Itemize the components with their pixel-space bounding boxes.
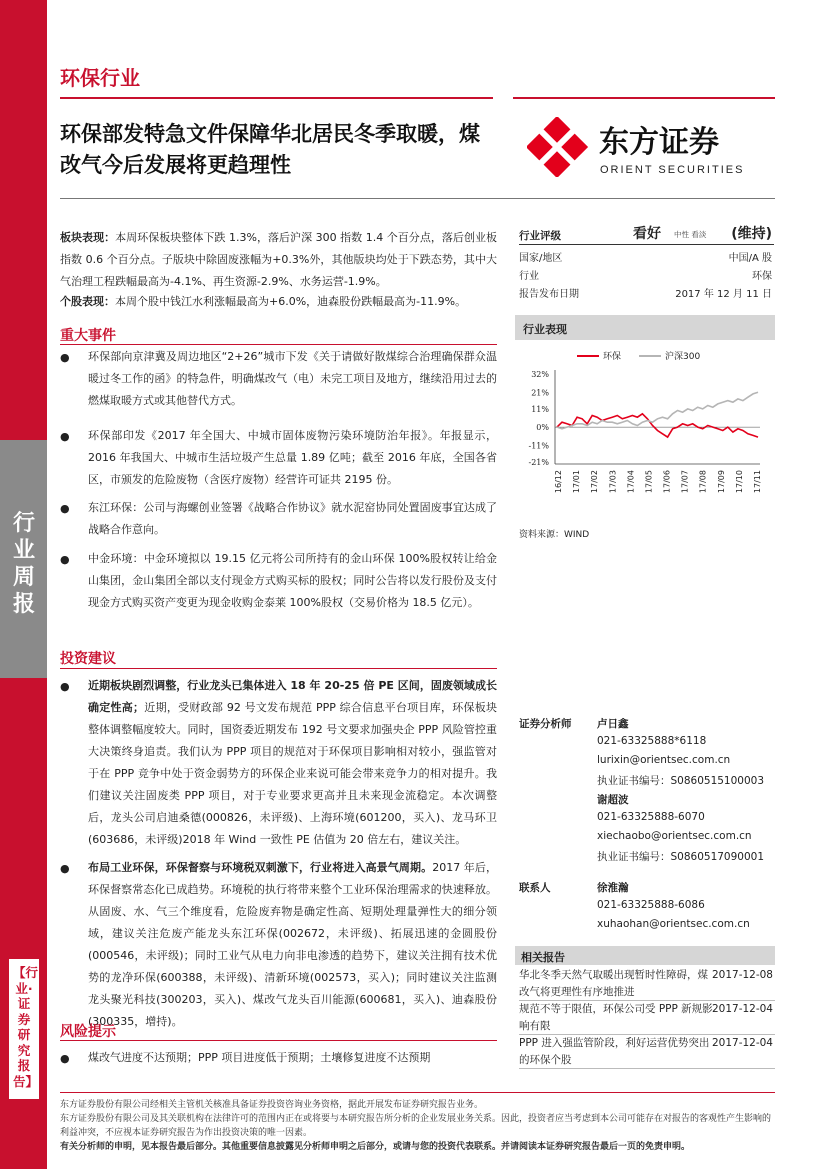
rating-label: 行业评级 [519,230,561,242]
section-divider [60,1040,497,1041]
section-divider [60,668,497,669]
sector-performance-label: 板块表现： [60,231,116,244]
x-tick-label: 17/06 [662,470,672,494]
x-tick-label: 17/08 [698,470,708,494]
divider [519,244,774,245]
rating-row-value: 中国/A 股 [728,253,772,264]
analyst-cert: 执业证书编号：S0860517090001 [597,851,765,863]
rating-row-value: 2017 年 12 月 11 日 [675,289,772,300]
invest-item-text: 近期，受财政部 92 号文发布规范 PPP 综合信息平台项目库，环保板块整体调整幅度较大。同时，国资委近期发布 192 号文要求加强央企 PPP 风险管控重大决策终身追责。我们认为 PPP 项目的规范对于环保项目影响相对较小，强监管对于在 PPP 竞争中处于资金弱势方的环保企业来说可能会带来竞争力的相对提升。我们建议关注固废类 PPP 项目，对于专业要求更高并且未来现金流稳定。本次调整后，龙头公司启迪桑德(000826，未评级)、上海环境(601200，买入)、龙马环卫(603686，未评级)2018 年 Wind 一致性 PE 估值为 20 倍左右，建议关注。 [88,701,497,846]
rating-row [519,267,774,283]
chart-source: 资料来源：WIND [519,530,590,540]
x-tick-label: 16/12 [554,470,563,494]
disclaimer-footer [60,1098,775,1154]
contact-phone: 021-63325888-6086 [597,899,705,911]
y-tick-label: -11% [528,441,549,451]
y-tick-label: -21% [528,458,549,467]
event-item: 环保部向京津冀及周边地区“2+26”城市下发《关于请做好散煤综合治理确保群众温暖过冬工作的函》的特急件，明确煤改气（电）未完工项目及地方，继续沿用过去的燃煤取暖方式或其他替代方式。 [88,350,497,407]
contact-block [519,880,774,940]
x-tick-label: 17/11 [753,470,762,494]
divider [60,97,493,99]
stock-performance-text: 本周个股中钱江水利涨幅最高为+6.0%，迪森股份跌幅最高为-11.9%。 [115,295,467,308]
analyst-cert: 执业证书编号：S0860515100003 [597,775,765,787]
performance-header [515,315,775,340]
analyst-label: 证券分析师 [519,718,572,730]
sidebar-red-top [0,0,47,440]
logo-mark-icon [527,117,777,177]
rating-row-value: 环保 [752,271,772,282]
legend-label: 环保 [603,352,622,362]
footer-line: 东方证券股份有限公司经相关主管机关核准具备证券投资咨询业务资格，据此开展发布证券研究报告业务。 [60,1100,484,1110]
risk-item: 煤改气进度不达预期；PPP 项目进度低于预期；土壤修复进度不达预期 [88,1051,431,1064]
x-tick-label: 17/07 [680,470,690,494]
x-tick-label: 17/04 [626,470,636,494]
bullet-icon: ● [60,1052,70,1065]
invest-item-heading: 近期板块剧烈调整，行业龙头已集体进入 18 年 20-25 倍 PE 区间，固废领域成长确定性高； [88,679,497,714]
related-report-title: 规范不等于限值，环保公司受 PPP 新规影响有限 [519,1003,713,1032]
related-report-title: 华北冬季天然气取暖出现暂时性障碍，煤改气将更理性有序地推进 [519,969,708,998]
related-report-title: PPP 进入强监管阶段，利好运营优势突出的环保个股 [519,1037,710,1066]
rating-table [519,222,774,302]
rating-row [519,285,774,301]
event-item: 环保部印发《2017 年全国大、中城市固体废物污染环境防治年报》。年报显示，2016 年我国大、中城市生活垃圾产生总量 1.89 亿吨；截至 2016 年底，全国各省区，市颁发的危险废物（含医疗废物）经营许可证共 2195 份。 [88,429,497,486]
footer-divider [60,1092,775,1093]
related-reports-title: 相关报告 [521,951,565,964]
analyst-phone: 021-63325888-6070 [597,811,705,823]
divider [60,198,775,199]
y-tick-label: 11% [531,404,549,414]
legend-label: 沪深300 [665,352,701,362]
analyst-name: 卢日鑫 [597,718,629,730]
analyst-email: xiechaobo@orientsec.com.cn [597,830,752,842]
invest-section-title: 投资建议 [60,651,116,667]
bullet-icon: ● [60,351,70,364]
invest-item-heading: 布局工业环保，环保督察与环境税双刺激下，行业将进入高景气周期。 [88,861,433,874]
rating-row-key: 行业 [519,271,539,282]
contact-email: xuhaohan@orientsec.com.cn [597,918,750,930]
logo-cn-text: 东方证券 [599,126,719,159]
stock-performance-paragraph [60,291,497,313]
related-report-item[interactable] [519,967,775,1001]
bullet-icon: ● [60,862,70,875]
sector-performance-text: 本周环保板块整体下跌 1.3%，落后沪深 300 指数 1.4 个百分点，落后创业板指数 0.6 个百分点。子版块中除固废涨幅为+0.3%外，其他版块均处于下跌态势，其中大气治理工程跌幅最高为-4.1%、再生资源-2.9%、水务运营-1.9%。 [60,231,498,288]
report-headline: 环保部发特急文件保障华北居民冬季取暖，煤改气今后发展将更趋理性 [60,122,480,177]
analyst-block [519,716,774,861]
company-logo [527,117,777,177]
related-reports-header [515,946,775,965]
bullet-icon: ● [60,430,70,443]
y-tick-label: 32% [531,370,549,379]
bullet-icon: ● [60,553,70,566]
rating-maintain: (维持) [731,226,772,242]
performance-chart [515,344,775,524]
sidebar-weekly-label: 行业周报 [12,511,35,617]
rating-value: 看好 [633,226,661,242]
risk-section-title: 风险提示 [60,1024,116,1040]
related-report-item[interactable] [519,1001,775,1035]
performance-title: 行业表现 [523,323,567,336]
contact-label: 联系人 [519,882,551,894]
stock-performance-label: 个股表现： [60,295,115,308]
analyst-name: 谢超波 [597,794,629,806]
contact-name: 徐淮瀚 [597,882,629,894]
x-tick-label: 17/01 [572,470,582,494]
related-report-date: 2017-12-08 [711,969,773,981]
x-tick-label: 17/10 [734,470,744,494]
rating-row-key: 报告发布日期 [519,289,579,300]
y-tick-label: 21% [531,388,549,398]
divider [513,97,775,99]
rating-options: 中性 看淡 [674,230,707,239]
y-tick-label: 0% [536,423,549,433]
event-item: 东江环保：公司与海螺创业签署《战略合作协议》就水泥窑协同处置固废事宜达成了战略合作意向。 [88,501,497,536]
analyst-phone: 021-63325888*6118 [597,735,707,747]
footer-line: 东方证券股份有限公司及其关联机构在法律许可的范围内正在或将要与本研究报告所分析的企业发展业务关系。因此，投资者应当考虑到本公司可能存在对报告的客观性产生影响的利益冲突，不应视本证券研究报告为作出投资决策的唯一因素。 [60,1114,772,1138]
rating-row-key: 国家/地区 [519,253,563,264]
rating-row [519,249,774,265]
sector-performance-paragraph [60,227,497,293]
related-report-date: 2017-12-04 [711,1037,773,1049]
footer-line-bold: 有关分析师的申明，见本报告最后部分。其他重要信息披露见分析师申明之后部分，或请与您的投资代表联系。并请阅读本证券研究报告最后一页的免责申明。 [60,1142,691,1152]
industry-title: 环保行业 [60,66,140,90]
events-section-title: 重大事件 [60,328,116,344]
section-divider [60,344,497,345]
analyst-email: lurixin@orientsec.com.cn [597,754,731,766]
event-item: 中金环境：中金环境拟以 19.15 亿元将公司所持有的金山环保 100%股权转让给金山集团，金山集团全部以支付现金方式购买标的股权；同时公告将以发行股份及支付现金方式购买资产变更为现金收购金泰莱 100%股权（交易价格为 18.5 亿元）。 [88,552,497,609]
bullet-icon: ● [60,680,70,693]
x-tick-label: 17/02 [590,470,600,494]
related-report-date: 2017-12-04 [711,1003,773,1015]
invest-item [88,675,497,851]
related-report-item[interactable] [519,1035,775,1069]
divider [519,1068,775,1069]
sidebar-report-type-label: 【行业·证券研究报告】 [13,965,39,1089]
x-tick-label: 17/03 [608,470,618,494]
sidebar-report-type-box [8,958,40,1100]
bullet-icon: ● [60,502,70,515]
x-tick-label: 17/05 [644,470,654,494]
x-tick-label: 17/09 [716,470,726,494]
logo-en-text: ORIENT SECURITIES [600,164,745,176]
invest-item-text: 2017 年后，环保督察常态化已成趋势。环境税的执行将带来整个工业环保治理需求的快速释放。从固废、水、气三个维度看，危险废弃物是确定性高、短期处理量弹性大的细分领域，建议关注危废产能龙头东江环保(002672，未评级)、拓展迅速的金圆股份(000546，未评级)；同时工业气从电力向非电渗透的趋势下，建议关注拥有技术优势的龙净环保(600388，未评级)、清新环境(002573，买入)；同时建议关注监测龙头聚光科技(300203，买入)、煤改气龙头百川能源(600681，买入)、迪森股份(300335，增持)。 [88,861,498,1028]
invest-item [88,857,497,1033]
